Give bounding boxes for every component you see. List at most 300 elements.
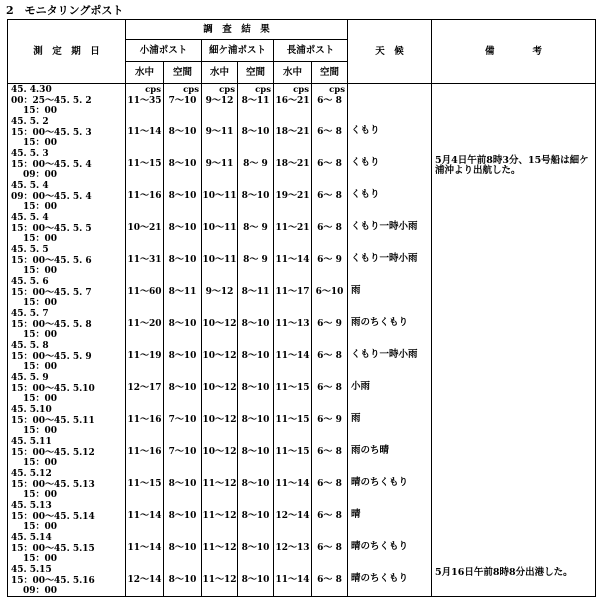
remarks-cell	[432, 244, 596, 276]
reading-value: 6～10	[315, 287, 344, 297]
reading-cell	[126, 84, 164, 117]
remarks-cell: 5月16日午前8時8分出港した。	[432, 564, 596, 597]
reading-cell	[126, 404, 164, 436]
reading-cell	[238, 500, 274, 532]
reading-cell	[126, 436, 164, 468]
table-row	[8, 564, 596, 597]
period-end-time: 15：00	[23, 362, 58, 372]
weather-cell: 雨のちくもり	[348, 308, 432, 340]
reading-value: 11～14	[127, 511, 162, 521]
period-cell	[8, 436, 126, 468]
reading-value: 8～10	[241, 575, 270, 585]
reading-value: 8～10	[241, 127, 270, 137]
reading-value: 11～14	[275, 575, 310, 585]
reading-cell	[312, 564, 348, 597]
reading-cell	[274, 84, 312, 117]
period-cell	[8, 372, 126, 404]
reading-cell	[202, 372, 238, 404]
reading-cell	[274, 372, 312, 404]
reading-value: 10～12	[202, 351, 237, 361]
reading-value: 8～10	[241, 511, 270, 521]
weather-cell: 小雨	[348, 372, 432, 404]
reading-value: 6～ 8	[317, 447, 342, 457]
reading-value: 8～ 9	[243, 159, 268, 169]
reading-cell	[238, 212, 274, 244]
period-range: 15：00～45. 5. 4	[11, 160, 92, 170]
reading-cell	[274, 212, 312, 244]
remarks-cell	[432, 180, 596, 212]
reading-value: 9～11	[205, 159, 234, 169]
weather-cell: くもり一時小雨	[348, 212, 432, 244]
reading-cell	[312, 308, 348, 340]
period-end-time: 15：00	[23, 298, 58, 308]
reading-value: 10～11	[202, 255, 237, 265]
reading-cell	[202, 180, 238, 212]
table-row	[8, 468, 596, 500]
table-row	[8, 180, 596, 212]
unit-label: cps	[329, 85, 346, 95]
period-cell	[8, 276, 126, 308]
sub-header-water: 水中	[126, 62, 164, 84]
reading-cell	[274, 148, 312, 180]
table-row	[8, 372, 596, 404]
reading-cell	[238, 308, 274, 340]
reading-value: 6～ 8	[317, 96, 342, 106]
reading-value: 8～10	[168, 543, 197, 553]
reading-value: 8～10	[241, 351, 270, 361]
reading-value: 11～14	[127, 543, 162, 553]
reading-value: 8～10	[168, 575, 197, 585]
weather-cell: 雨	[348, 404, 432, 436]
period-start: 45. 5. 7	[11, 309, 49, 319]
period-cell	[8, 308, 126, 340]
reading-cell	[202, 500, 238, 532]
weather-header: 天 候	[348, 20, 432, 84]
reading-cell	[312, 148, 348, 180]
reading-cell	[238, 180, 274, 212]
period-start: 45. 5. 5	[11, 245, 49, 255]
period-end-time: 15：00	[23, 554, 58, 564]
reading-cell	[274, 308, 312, 340]
reading-value: 8～10	[241, 319, 270, 329]
table-row	[8, 244, 596, 276]
reading-value: 18～21	[275, 159, 310, 169]
reading-value: 6～ 8	[317, 479, 342, 489]
reading-cell	[202, 148, 238, 180]
reading-value: 8～10	[168, 511, 197, 521]
reading-value: 8～11	[241, 287, 270, 297]
reading-value: 9～11	[205, 127, 234, 137]
reading-cell	[312, 372, 348, 404]
reading-value: 6～ 8	[317, 159, 342, 169]
weather-cell: くもり	[348, 148, 432, 180]
period-cell	[8, 212, 126, 244]
period-start: 45. 5. 9	[11, 373, 49, 383]
weather-cell: 雨	[348, 276, 432, 308]
reading-value: 8～10	[168, 191, 197, 201]
reading-cell	[126, 276, 164, 308]
reading-cell	[164, 564, 202, 597]
reading-value: 6～ 8	[317, 191, 342, 201]
reading-cell	[274, 340, 312, 372]
period-start: 45. 5. 8	[11, 341, 49, 351]
reading-cell	[202, 276, 238, 308]
period-start: 45. 5. 3	[11, 149, 49, 159]
period-end-time: 15：00	[23, 522, 58, 532]
remarks-cell	[432, 404, 596, 436]
reading-value: 8～10	[241, 447, 270, 457]
sub-header-air: 空間	[312, 62, 348, 84]
reading-cell	[238, 436, 274, 468]
period-cell	[8, 468, 126, 500]
reading-value: 11～15	[275, 447, 310, 457]
reading-value: 8～10	[168, 351, 197, 361]
period-start: 45. 5. 4	[11, 181, 49, 191]
unit-label: cps	[183, 85, 199, 95]
reading-cell	[126, 468, 164, 500]
reading-value: 10～12	[202, 415, 237, 425]
period-cell	[8, 180, 126, 212]
reading-cell	[238, 84, 274, 117]
period-end-time: 09：00	[23, 586, 58, 596]
reading-value: 6～ 9	[317, 319, 342, 329]
table-row	[8, 276, 596, 308]
reading-value: 7～10	[168, 96, 197, 106]
reading-value: 11～14	[275, 255, 310, 265]
reading-cell	[274, 564, 312, 597]
reading-value: 7～10	[168, 415, 197, 425]
reading-cell	[238, 404, 274, 436]
reading-value: 11～17	[275, 287, 310, 297]
reading-cell	[164, 436, 202, 468]
table-row	[8, 212, 596, 244]
reading-value: 6～ 9	[317, 415, 342, 425]
period-end-time: 15：00	[23, 234, 58, 244]
sub-header-air: 空間	[164, 62, 202, 84]
reading-cell	[312, 340, 348, 372]
period-end-time: 15：00	[23, 490, 58, 500]
remarks-cell	[432, 276, 596, 308]
table-row	[8, 436, 596, 468]
reading-cell	[202, 308, 238, 340]
reading-cell	[202, 532, 238, 564]
remarks-cell	[432, 84, 596, 117]
reading-value: 6～ 8	[317, 383, 342, 393]
remarks-cell	[432, 468, 596, 500]
reading-value: 11～31	[127, 255, 162, 265]
reading-value: 6～ 8	[317, 543, 342, 553]
section-title: 2 モニタリングポスト	[6, 4, 124, 17]
remarks-cell	[432, 212, 596, 244]
reading-cell	[202, 340, 238, 372]
period-end-time: 15：00	[23, 330, 58, 340]
reading-value: 7～10	[168, 447, 197, 457]
reading-value: 11～15	[275, 415, 310, 425]
period-cell	[8, 84, 126, 117]
period-start: 45. 5.13	[11, 501, 52, 511]
reading-cell	[202, 468, 238, 500]
period-cell	[8, 564, 126, 597]
reading-cell	[274, 116, 312, 148]
reading-value: 8～10	[168, 319, 197, 329]
unit-label: cps	[145, 85, 161, 95]
sub-header-air: 空間	[238, 62, 274, 84]
reading-value: 11～14	[275, 351, 310, 361]
table-row	[8, 532, 596, 564]
weather-cell: 晴のちくもり	[348, 532, 432, 564]
reading-value: 8～10	[241, 415, 270, 425]
reading-value: 11～14	[127, 127, 162, 137]
reading-cell	[164, 404, 202, 436]
reading-cell	[202, 212, 238, 244]
reading-value: 11～35	[127, 96, 162, 106]
reading-value: 6～ 8	[317, 223, 342, 233]
period-range: 15：00～45. 5.12	[11, 448, 95, 458]
period-end-time: 15：00	[23, 394, 58, 404]
weather-cell: 晴のちくもり	[348, 468, 432, 500]
reading-value: 6～ 8	[317, 127, 342, 137]
period-cell	[8, 116, 126, 148]
reading-cell	[238, 468, 274, 500]
reading-value: 8～10	[241, 383, 270, 393]
reading-value: 11～15	[127, 159, 162, 169]
weather-cell: 雨のち晴	[348, 436, 432, 468]
reading-cell	[312, 212, 348, 244]
table-row	[8, 308, 596, 340]
remarks-cell	[432, 436, 596, 468]
reading-cell	[164, 468, 202, 500]
reading-cell	[312, 116, 348, 148]
reading-value: 12～14	[275, 511, 310, 521]
table-row	[8, 148, 596, 180]
reading-cell	[312, 244, 348, 276]
reading-value: 9～12	[205, 287, 234, 297]
reading-cell	[164, 244, 202, 276]
reading-cell	[202, 244, 238, 276]
reading-value: 10～11	[202, 191, 237, 201]
reading-cell	[274, 532, 312, 564]
table-row	[8, 404, 596, 436]
reading-cell	[126, 532, 164, 564]
period-start: 45. 5. 6	[11, 277, 49, 287]
period-end-time: 09：00	[23, 170, 58, 180]
reading-cell	[312, 532, 348, 564]
reading-cell	[164, 116, 202, 148]
reading-value: 8～10	[168, 127, 197, 137]
reading-cell	[238, 372, 274, 404]
reading-cell	[238, 148, 274, 180]
weather-cell: 晴	[348, 500, 432, 532]
period-range: 15：00～45. 5.15	[11, 544, 95, 554]
reading-value: 11～16	[127, 415, 162, 425]
period-range: 15：00～45. 5. 8	[11, 320, 92, 330]
reading-cell	[312, 468, 348, 500]
unit-label: cps	[293, 85, 309, 95]
reading-cell	[238, 340, 274, 372]
reading-value: 8～10	[168, 223, 197, 233]
unit-label: cps	[219, 85, 235, 95]
reading-cell	[238, 244, 274, 276]
reading-value: 11～21	[275, 223, 310, 233]
period-start: 45. 5.14	[11, 533, 52, 543]
reading-value: 8～10	[241, 191, 270, 201]
reading-value: 8～10	[168, 479, 197, 489]
reading-value: 12～14	[127, 575, 162, 585]
date-header: 測 定 期 日	[8, 20, 126, 84]
reading-value: 8～ 9	[243, 223, 268, 233]
reading-cell	[126, 212, 164, 244]
weather-cell: くもり一時小雨	[348, 244, 432, 276]
reading-cell	[274, 404, 312, 436]
reading-cell	[202, 436, 238, 468]
reading-cell	[126, 372, 164, 404]
period-end-time: 15：00	[23, 106, 58, 116]
reading-value: 11～16	[127, 191, 162, 201]
reading-value: 8～10	[168, 383, 197, 393]
period-range: 15：00～45. 5. 9	[11, 352, 92, 362]
weather-cell: くもり	[348, 180, 432, 212]
reading-value: 8～11	[241, 96, 270, 106]
reading-cell	[238, 276, 274, 308]
table-row	[8, 84, 596, 117]
reading-cell	[164, 372, 202, 404]
reading-value: 12～13	[275, 543, 310, 553]
reading-value: 11～14	[275, 479, 310, 489]
reading-cell	[274, 180, 312, 212]
table-row	[8, 500, 596, 532]
period-cell	[8, 340, 126, 372]
remarks-cell	[432, 116, 596, 148]
reading-value: 9～12	[205, 96, 234, 106]
reading-cell	[312, 84, 348, 117]
weather-cell: くもり	[348, 116, 432, 148]
remarks-cell	[432, 308, 596, 340]
reading-cell	[126, 180, 164, 212]
period-range: 15：00～45. 5. 3	[11, 128, 92, 138]
period-range: 15：00～45. 5.10	[11, 384, 95, 394]
reading-cell	[238, 116, 274, 148]
reading-value: 11～60	[127, 287, 162, 297]
reading-value: 6～ 8	[317, 575, 342, 585]
unit-label: cps	[255, 85, 271, 95]
period-cell	[8, 532, 126, 564]
table-row	[8, 340, 596, 372]
period-range: 15：00～45. 5.14	[11, 512, 95, 522]
reading-value: 10～21	[127, 223, 162, 233]
reading-cell	[202, 84, 238, 117]
period-start: 45. 5. 4	[11, 213, 49, 223]
monitoring-table	[7, 19, 596, 597]
period-range: 15：00～45. 5. 7	[11, 288, 92, 298]
period-start: 45. 4.30	[11, 85, 52, 95]
period-range: 09：00～45. 5. 4	[11, 192, 92, 202]
period-start: 45. 5.10	[11, 405, 52, 415]
reading-value: 11～12	[202, 543, 237, 553]
remarks-cell	[432, 500, 596, 532]
reading-cell	[126, 148, 164, 180]
reading-cell	[164, 180, 202, 212]
reading-cell	[126, 564, 164, 597]
reading-cell	[312, 436, 348, 468]
reading-value: 6～ 8	[317, 511, 342, 521]
reading-cell	[164, 148, 202, 180]
reading-cell	[164, 340, 202, 372]
reading-value: 11～15	[127, 479, 162, 489]
reading-value: 11～20	[127, 319, 162, 329]
period-range: 15：00～45. 5.11	[11, 416, 95, 426]
survey-result-header: 調 査 結 果	[126, 20, 348, 40]
remarks-cell	[432, 340, 596, 372]
period-end-time: 15：00	[23, 426, 58, 436]
weather-cell	[348, 84, 432, 117]
reading-value: 11～15	[275, 383, 310, 393]
period-start: 45. 5.15	[11, 565, 52, 575]
reading-value: 8～10	[168, 255, 197, 265]
reading-cell	[274, 468, 312, 500]
period-range: 15：00～45. 5. 6	[11, 256, 92, 266]
period-cell	[8, 244, 126, 276]
reading-value: 11～19	[127, 351, 162, 361]
reading-value: 11～12	[202, 575, 237, 585]
reading-cell	[238, 564, 274, 597]
reading-cell	[202, 564, 238, 597]
reading-value: 18～21	[275, 127, 310, 137]
reading-cell	[312, 500, 348, 532]
reading-value: 11～13	[275, 319, 310, 329]
period-start: 45. 5. 2	[11, 117, 49, 127]
reading-cell	[312, 180, 348, 212]
reading-cell	[126, 244, 164, 276]
reading-value: 10～12	[202, 319, 237, 329]
reading-value: 16～21	[275, 96, 310, 106]
reading-value: 8～ 9	[243, 255, 268, 265]
table-row	[8, 116, 596, 148]
reading-cell	[126, 340, 164, 372]
reading-value: 6～ 9	[317, 255, 342, 265]
reading-cell	[274, 276, 312, 308]
reading-cell	[126, 308, 164, 340]
sub-header-water: 水中	[202, 62, 238, 84]
reading-cell	[312, 276, 348, 308]
remarks-cell	[432, 372, 596, 404]
reading-cell	[274, 244, 312, 276]
reading-cell	[126, 500, 164, 532]
post-hosokeura-header: 細ケ浦ポスト	[202, 40, 274, 62]
reading-cell	[164, 276, 202, 308]
period-range: 15：00～45. 5.13	[11, 480, 95, 490]
reading-cell	[164, 212, 202, 244]
reading-cell	[164, 532, 202, 564]
reading-cell	[312, 404, 348, 436]
post-koura-header: 小浦ポスト	[126, 40, 202, 62]
period-range: 00：25～45. 5. 2	[11, 96, 92, 106]
reading-cell	[164, 308, 202, 340]
period-range: 15：00～45. 5. 5	[11, 224, 92, 234]
reading-value: 8～10	[241, 479, 270, 489]
remarks-cell	[432, 532, 596, 564]
period-range: 15：00～45. 5.16	[11, 576, 95, 586]
remarks-header: 備 考	[432, 20, 596, 84]
reading-value: 8～10	[168, 159, 197, 169]
reading-value: 10～11	[202, 223, 237, 233]
reading-value: 19～21	[275, 191, 310, 201]
period-cell	[8, 148, 126, 180]
reading-value: 11～12	[202, 479, 237, 489]
reading-value: 12～17	[127, 383, 162, 393]
period-cell	[8, 500, 126, 532]
reading-value: 11～12	[202, 511, 237, 521]
period-end-time: 15：00	[23, 202, 58, 212]
